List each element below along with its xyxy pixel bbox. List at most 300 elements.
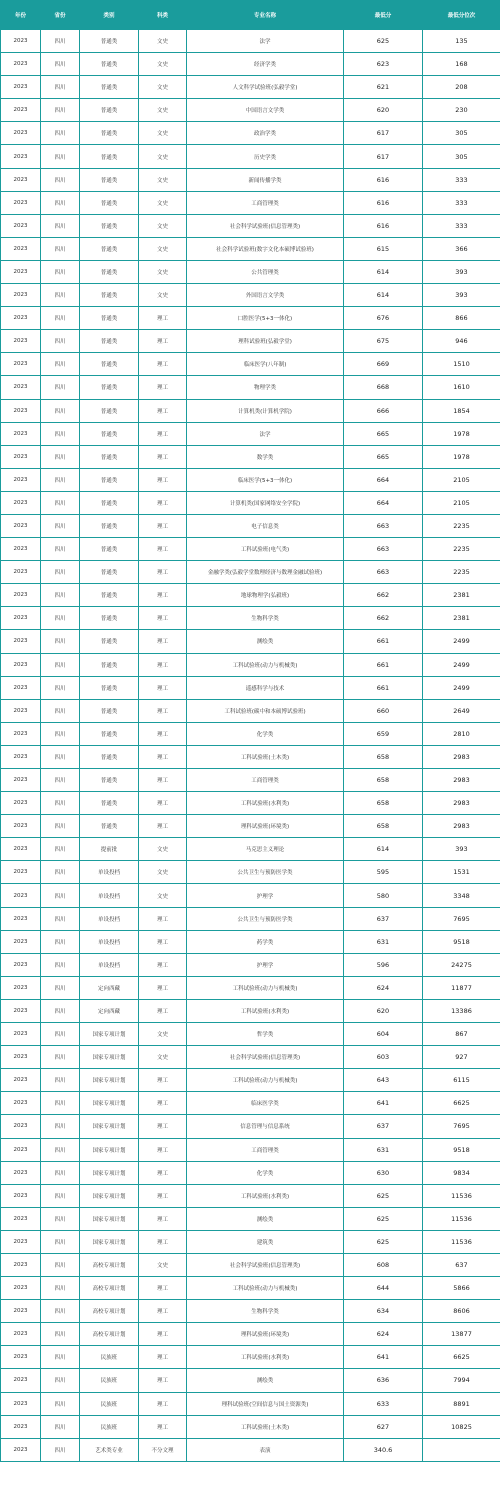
min-score-cell: 634 <box>344 1300 423 1323</box>
min-rank-cell: 6625 <box>423 1346 500 1369</box>
major-cell: 工商管理类 <box>187 1138 344 1161</box>
category-cell: 普通类 <box>80 630 139 653</box>
table-row <box>1 468 500 491</box>
major-cell: 公共卫生与预防医学类 <box>187 861 344 884</box>
major-cell: 社会科学试验班(信息管理类) <box>187 1253 344 1276</box>
major-cell: 生物科学类 <box>187 1300 344 1323</box>
subject-cell: 文史 <box>139 1046 187 1069</box>
category-cell: 民族班 <box>80 1415 139 1438</box>
province-cell: 四川 <box>41 1277 80 1300</box>
header-row <box>1 1 500 30</box>
year-cell: 2023 <box>1 53 41 76</box>
min-rank-cell: 1978 <box>423 422 500 445</box>
min-score-cell: 625 <box>344 1184 423 1207</box>
min-score-cell: 627 <box>344 1415 423 1438</box>
subject-cell: 理工 <box>139 607 187 630</box>
subject-cell: 理工 <box>139 491 187 514</box>
category-cell: 普通类 <box>80 422 139 445</box>
table-row <box>1 1184 500 1207</box>
major-cell: 金融学类(弘毅学堂数理经济与数理金融试验班) <box>187 561 344 584</box>
min-score-cell: 662 <box>344 584 423 607</box>
min-rank-cell: 2983 <box>423 792 500 815</box>
year-cell: 2023 <box>1 838 41 861</box>
min-rank-cell: 946 <box>423 330 500 353</box>
year-cell: 2023 <box>1 884 41 907</box>
table-row <box>1 307 500 330</box>
province-cell: 四川 <box>41 145 80 168</box>
year-cell: 2023 <box>1 538 41 561</box>
table-row <box>1 1161 500 1184</box>
category-cell: 国家专项计划 <box>80 1207 139 1230</box>
province-cell: 四川 <box>41 1438 80 1461</box>
category-cell: 普通类 <box>80 145 139 168</box>
province-cell: 四川 <box>41 815 80 838</box>
subject-cell: 理工 <box>139 1323 187 1346</box>
province-cell: 四川 <box>41 699 80 722</box>
year-cell: 2023 <box>1 284 41 307</box>
province-cell: 四川 <box>41 1230 80 1253</box>
year-cell: 2023 <box>1 976 41 999</box>
table-row <box>1 1369 500 1392</box>
category-cell: 普通类 <box>80 168 139 191</box>
min-score-cell: 665 <box>344 445 423 468</box>
table-row <box>1 1023 500 1046</box>
category-cell: 普通类 <box>80 745 139 768</box>
min-score-cell: 595 <box>344 861 423 884</box>
major-cell: 化学类 <box>187 1161 344 1184</box>
subject-cell: 理工 <box>139 307 187 330</box>
major-cell: 工科试验班(土木类) <box>187 1415 344 1438</box>
category-cell: 普通类 <box>80 122 139 145</box>
table-row <box>1 76 500 99</box>
category-cell: 普通类 <box>80 699 139 722</box>
province-cell: 四川 <box>41 168 80 191</box>
min-score-cell: 660 <box>344 699 423 722</box>
year-cell: 2023 <box>1 1369 41 1392</box>
subject-cell: 理工 <box>139 1069 187 1092</box>
major-cell: 计算机类(国家网络安全学院) <box>187 491 344 514</box>
year-cell: 2023 <box>1 1300 41 1323</box>
category-cell: 高校专项计划 <box>80 1253 139 1276</box>
table-row <box>1 445 500 468</box>
province-cell: 四川 <box>41 1346 80 1369</box>
min-rank-cell: 927 <box>423 1046 500 1069</box>
subject-cell: 理工 <box>139 630 187 653</box>
min-rank-cell: 637 <box>423 1253 500 1276</box>
table-row <box>1 1253 500 1276</box>
min-rank-cell: 3348 <box>423 884 500 907</box>
province-cell: 四川 <box>41 76 80 99</box>
subject-cell: 理工 <box>139 1184 187 1207</box>
min-rank-cell: 866 <box>423 307 500 330</box>
subject-cell: 理工 <box>139 330 187 353</box>
subject-cell: 理工 <box>139 1207 187 1230</box>
category-cell: 定向西藏 <box>80 976 139 999</box>
min-rank-cell: 8606 <box>423 1300 500 1323</box>
major-cell: 外国语言文学类 <box>187 284 344 307</box>
min-rank-cell: 1531 <box>423 861 500 884</box>
category-cell: 单设投档 <box>80 930 139 953</box>
table-row <box>1 930 500 953</box>
subject-cell: 理工 <box>139 422 187 445</box>
major-cell: 工科试验班(动力与机械类) <box>187 976 344 999</box>
category-cell: 普通类 <box>80 237 139 260</box>
min-score-cell: 608 <box>344 1253 423 1276</box>
province-cell: 四川 <box>41 468 80 491</box>
major-cell: 公共管理类 <box>187 260 344 283</box>
year-cell: 2023 <box>1 1207 41 1230</box>
subject-cell: 理工 <box>139 1369 187 1392</box>
min-score-cell: 661 <box>344 653 423 676</box>
major-cell: 公共卫生与预防医学类 <box>187 907 344 930</box>
major-cell: 中国语言文学类 <box>187 99 344 122</box>
min-rank-cell: 5866 <box>423 1277 500 1300</box>
min-score-cell: 668 <box>344 376 423 399</box>
province-cell: 四川 <box>41 769 80 792</box>
header-province: 省份 <box>41 1 80 30</box>
year-cell: 2023 <box>1 1161 41 1184</box>
category-cell: 民族班 <box>80 1369 139 1392</box>
table-row <box>1 1277 500 1300</box>
subject-cell: 不分文理 <box>139 1438 187 1461</box>
min-rank-cell: 2810 <box>423 722 500 745</box>
subject-cell: 理工 <box>139 1415 187 1438</box>
category-cell: 提前批 <box>80 838 139 861</box>
province-cell: 四川 <box>41 792 80 815</box>
province-cell: 四川 <box>41 953 80 976</box>
year-cell: 2023 <box>1 1069 41 1092</box>
year-cell: 2023 <box>1 1023 41 1046</box>
category-cell: 普通类 <box>80 330 139 353</box>
category-cell: 普通类 <box>80 769 139 792</box>
subject-cell: 理工 <box>139 1092 187 1115</box>
year-cell: 2023 <box>1 1346 41 1369</box>
category-cell: 普通类 <box>80 792 139 815</box>
category-cell: 普通类 <box>80 445 139 468</box>
table-row <box>1 953 500 976</box>
table-row <box>1 99 500 122</box>
major-cell: 建筑类 <box>187 1230 344 1253</box>
province-cell: 四川 <box>41 722 80 745</box>
major-cell: 工科试验班(水利类) <box>187 792 344 815</box>
table-row <box>1 769 500 792</box>
subject-cell: 理工 <box>139 376 187 399</box>
category-cell: 普通类 <box>80 53 139 76</box>
major-cell: 信息管理与信息系统 <box>187 1115 344 1138</box>
min-score-cell: 625 <box>344 1230 423 1253</box>
min-score-cell: 616 <box>344 214 423 237</box>
major-cell: 计算机类(计算机学院) <box>187 399 344 422</box>
category-cell: 普通类 <box>80 468 139 491</box>
year-cell: 2023 <box>1 330 41 353</box>
min-rank-cell: 2499 <box>423 630 500 653</box>
table-row <box>1 330 500 353</box>
province-cell: 四川 <box>41 30 80 53</box>
subject-cell: 文史 <box>139 122 187 145</box>
category-cell: 国家专项计划 <box>80 1092 139 1115</box>
province-cell: 四川 <box>41 607 80 630</box>
min-rank-cell: 13386 <box>423 999 500 1022</box>
major-cell: 地球物理学(弘毅班) <box>187 584 344 607</box>
min-rank-cell: 2499 <box>423 653 500 676</box>
major-cell: 电子信息类 <box>187 514 344 537</box>
category-cell: 普通类 <box>80 561 139 584</box>
table-row <box>1 884 500 907</box>
table-row <box>1 607 500 630</box>
province-cell: 四川 <box>41 745 80 768</box>
min-rank-cell: 1510 <box>423 353 500 376</box>
province-cell: 四川 <box>41 1023 80 1046</box>
min-rank-cell: 333 <box>423 191 500 214</box>
category-cell: 高校专项计划 <box>80 1277 139 1300</box>
min-score-cell: 596 <box>344 953 423 976</box>
min-rank-cell: 2105 <box>423 491 500 514</box>
subject-cell: 文史 <box>139 284 187 307</box>
subject-cell: 理工 <box>139 745 187 768</box>
table-row <box>1 538 500 561</box>
year-cell: 2023 <box>1 1184 41 1207</box>
min-score-cell: 620 <box>344 999 423 1022</box>
min-score-cell: 620 <box>344 99 423 122</box>
min-rank-cell: 11877 <box>423 976 500 999</box>
table-row <box>1 838 500 861</box>
table-row <box>1 284 500 307</box>
min-rank-cell: 11536 <box>423 1207 500 1230</box>
table-row <box>1 237 500 260</box>
category-cell: 普通类 <box>80 722 139 745</box>
major-cell: 数学类 <box>187 445 344 468</box>
table-row <box>1 861 500 884</box>
year-cell: 2023 <box>1 561 41 584</box>
table-row <box>1 792 500 815</box>
min-rank-cell: 6115 <box>423 1069 500 1092</box>
min-score-cell: 658 <box>344 745 423 768</box>
year-cell: 2023 <box>1 514 41 537</box>
year-cell: 2023 <box>1 30 41 53</box>
min-rank-cell: 2235 <box>423 514 500 537</box>
province-cell: 四川 <box>41 191 80 214</box>
year-cell: 2023 <box>1 653 41 676</box>
table-row <box>1 1069 500 1092</box>
category-cell: 普通类 <box>80 491 139 514</box>
year-cell: 2023 <box>1 1253 41 1276</box>
header-min-score: 最低分 <box>344 1 423 30</box>
min-rank-cell: 2983 <box>423 745 500 768</box>
category-cell: 普通类 <box>80 538 139 561</box>
major-cell: 物理学类 <box>187 376 344 399</box>
table-row <box>1 214 500 237</box>
min-rank-cell: 7695 <box>423 1115 500 1138</box>
year-cell: 2023 <box>1 260 41 283</box>
year-cell: 2023 <box>1 445 41 468</box>
province-cell: 四川 <box>41 330 80 353</box>
year-cell: 2023 <box>1 907 41 930</box>
category-cell: 普通类 <box>80 30 139 53</box>
subject-cell: 理工 <box>139 1300 187 1323</box>
year-cell: 2023 <box>1 468 41 491</box>
major-cell: 经济学类 <box>187 53 344 76</box>
min-score-cell: 665 <box>344 422 423 445</box>
major-cell: 工科试验班(水利类) <box>187 999 344 1022</box>
min-score-cell: 615 <box>344 237 423 260</box>
category-cell: 单设投档 <box>80 884 139 907</box>
header-category: 类别 <box>80 1 139 30</box>
year-cell: 2023 <box>1 584 41 607</box>
province-cell: 四川 <box>41 284 80 307</box>
year-cell: 2023 <box>1 1138 41 1161</box>
province-cell: 四川 <box>41 1300 80 1323</box>
table-row <box>1 1438 500 1461</box>
table-row <box>1 999 500 1022</box>
year-cell: 2023 <box>1 1415 41 1438</box>
min-rank-cell: 230 <box>423 99 500 122</box>
min-score-cell: 664 <box>344 491 423 514</box>
table-row <box>1 630 500 653</box>
table-row <box>1 745 500 768</box>
min-rank-cell: 333 <box>423 168 500 191</box>
min-rank-cell: 2235 <box>423 538 500 561</box>
province-cell: 四川 <box>41 630 80 653</box>
subject-cell: 文史 <box>139 145 187 168</box>
province-cell: 四川 <box>41 538 80 561</box>
min-score-cell: 614 <box>344 838 423 861</box>
category-cell: 高校专项计划 <box>80 1300 139 1323</box>
province-cell: 四川 <box>41 907 80 930</box>
major-cell: 哲学类 <box>187 1023 344 1046</box>
table-row <box>1 976 500 999</box>
category-cell: 普通类 <box>80 653 139 676</box>
major-cell: 工科试验班(电气类) <box>187 538 344 561</box>
major-cell: 测绘类 <box>187 1369 344 1392</box>
min-score-cell: 637 <box>344 1115 423 1138</box>
major-cell: 人文科学试验班(弘毅学堂) <box>187 76 344 99</box>
subject-cell: 理工 <box>139 468 187 491</box>
province-cell: 四川 <box>41 237 80 260</box>
category-cell: 单设投档 <box>80 907 139 930</box>
min-rank-cell: 11536 <box>423 1230 500 1253</box>
province-cell: 四川 <box>41 1161 80 1184</box>
year-cell: 2023 <box>1 953 41 976</box>
min-rank-cell <box>423 1438 500 1461</box>
table-row <box>1 1323 500 1346</box>
province-cell: 四川 <box>41 1115 80 1138</box>
min-score-cell: 630 <box>344 1161 423 1184</box>
major-cell: 理科试验班(环境类) <box>187 1323 344 1346</box>
min-score-cell: 641 <box>344 1092 423 1115</box>
subject-cell: 理工 <box>139 953 187 976</box>
min-rank-cell: 2381 <box>423 584 500 607</box>
min-rank-cell: 305 <box>423 145 500 168</box>
subject-cell: 理工 <box>139 653 187 676</box>
category-cell: 普通类 <box>80 353 139 376</box>
min-score-cell: 603 <box>344 1046 423 1069</box>
year-cell: 2023 <box>1 745 41 768</box>
min-score-cell: 633 <box>344 1392 423 1415</box>
subject-cell: 文史 <box>139 1023 187 1046</box>
min-rank-cell: 1978 <box>423 445 500 468</box>
min-score-cell: 663 <box>344 514 423 537</box>
year-cell: 2023 <box>1 1230 41 1253</box>
province-cell: 四川 <box>41 930 80 953</box>
table-row <box>1 561 500 584</box>
table-row <box>1 145 500 168</box>
subject-cell: 文史 <box>139 861 187 884</box>
category-cell: 普通类 <box>80 76 139 99</box>
table-row <box>1 422 500 445</box>
subject-cell: 理工 <box>139 769 187 792</box>
subject-cell: 文史 <box>139 76 187 99</box>
province-cell: 四川 <box>41 214 80 237</box>
year-cell: 2023 <box>1 1092 41 1115</box>
province-cell: 四川 <box>41 307 80 330</box>
subject-cell: 文史 <box>139 838 187 861</box>
year-cell: 2023 <box>1 861 41 884</box>
year-cell: 2023 <box>1 422 41 445</box>
table-row <box>1 1346 500 1369</box>
min-score-cell: 664 <box>344 468 423 491</box>
table-row <box>1 30 500 53</box>
subject-cell: 文史 <box>139 53 187 76</box>
min-rank-cell: 24275 <box>423 953 500 976</box>
subject-cell: 文史 <box>139 260 187 283</box>
subject-cell: 理工 <box>139 722 187 745</box>
min-rank-cell: 867 <box>423 1023 500 1046</box>
province-cell: 四川 <box>41 53 80 76</box>
min-score-cell: 643 <box>344 1069 423 1092</box>
major-cell: 口腔医学(5+3一体化) <box>187 307 344 330</box>
min-score-cell: 624 <box>344 976 423 999</box>
min-rank-cell: 8891 <box>423 1392 500 1415</box>
major-cell: 临床医学类 <box>187 1092 344 1115</box>
year-cell: 2023 <box>1 214 41 237</box>
min-rank-cell: 7994 <box>423 1369 500 1392</box>
province-cell: 四川 <box>41 584 80 607</box>
header-year: 年份 <box>1 1 41 30</box>
min-score-cell: 644 <box>344 1277 423 1300</box>
table-row <box>1 722 500 745</box>
category-cell: 国家专项计划 <box>80 1161 139 1184</box>
subject-cell: 理工 <box>139 792 187 815</box>
category-cell: 国家专项计划 <box>80 1115 139 1138</box>
min-score-cell: 617 <box>344 145 423 168</box>
category-cell: 国家专项计划 <box>80 1023 139 1046</box>
min-score-cell: 625 <box>344 1207 423 1230</box>
category-cell: 民族班 <box>80 1392 139 1415</box>
category-cell: 国家专项计划 <box>80 1184 139 1207</box>
table-row <box>1 491 500 514</box>
province-cell: 四川 <box>41 99 80 122</box>
min-rank-cell: 9518 <box>423 930 500 953</box>
subject-cell: 文史 <box>139 168 187 191</box>
category-cell: 普通类 <box>80 99 139 122</box>
min-score-cell: 658 <box>344 769 423 792</box>
province-cell: 四川 <box>41 1392 80 1415</box>
subject-cell: 理工 <box>139 538 187 561</box>
major-cell: 护理学 <box>187 884 344 907</box>
table-row <box>1 514 500 537</box>
min-rank-cell: 13877 <box>423 1323 500 1346</box>
min-rank-cell: 2649 <box>423 699 500 722</box>
min-score-cell: 616 <box>344 191 423 214</box>
table-row <box>1 353 500 376</box>
major-cell: 测绘类 <box>187 1207 344 1230</box>
subject-cell: 理工 <box>139 676 187 699</box>
subject-cell: 理工 <box>139 445 187 468</box>
year-cell: 2023 <box>1 237 41 260</box>
year-cell: 2023 <box>1 676 41 699</box>
year-cell: 2023 <box>1 191 41 214</box>
subject-cell: 文史 <box>139 99 187 122</box>
